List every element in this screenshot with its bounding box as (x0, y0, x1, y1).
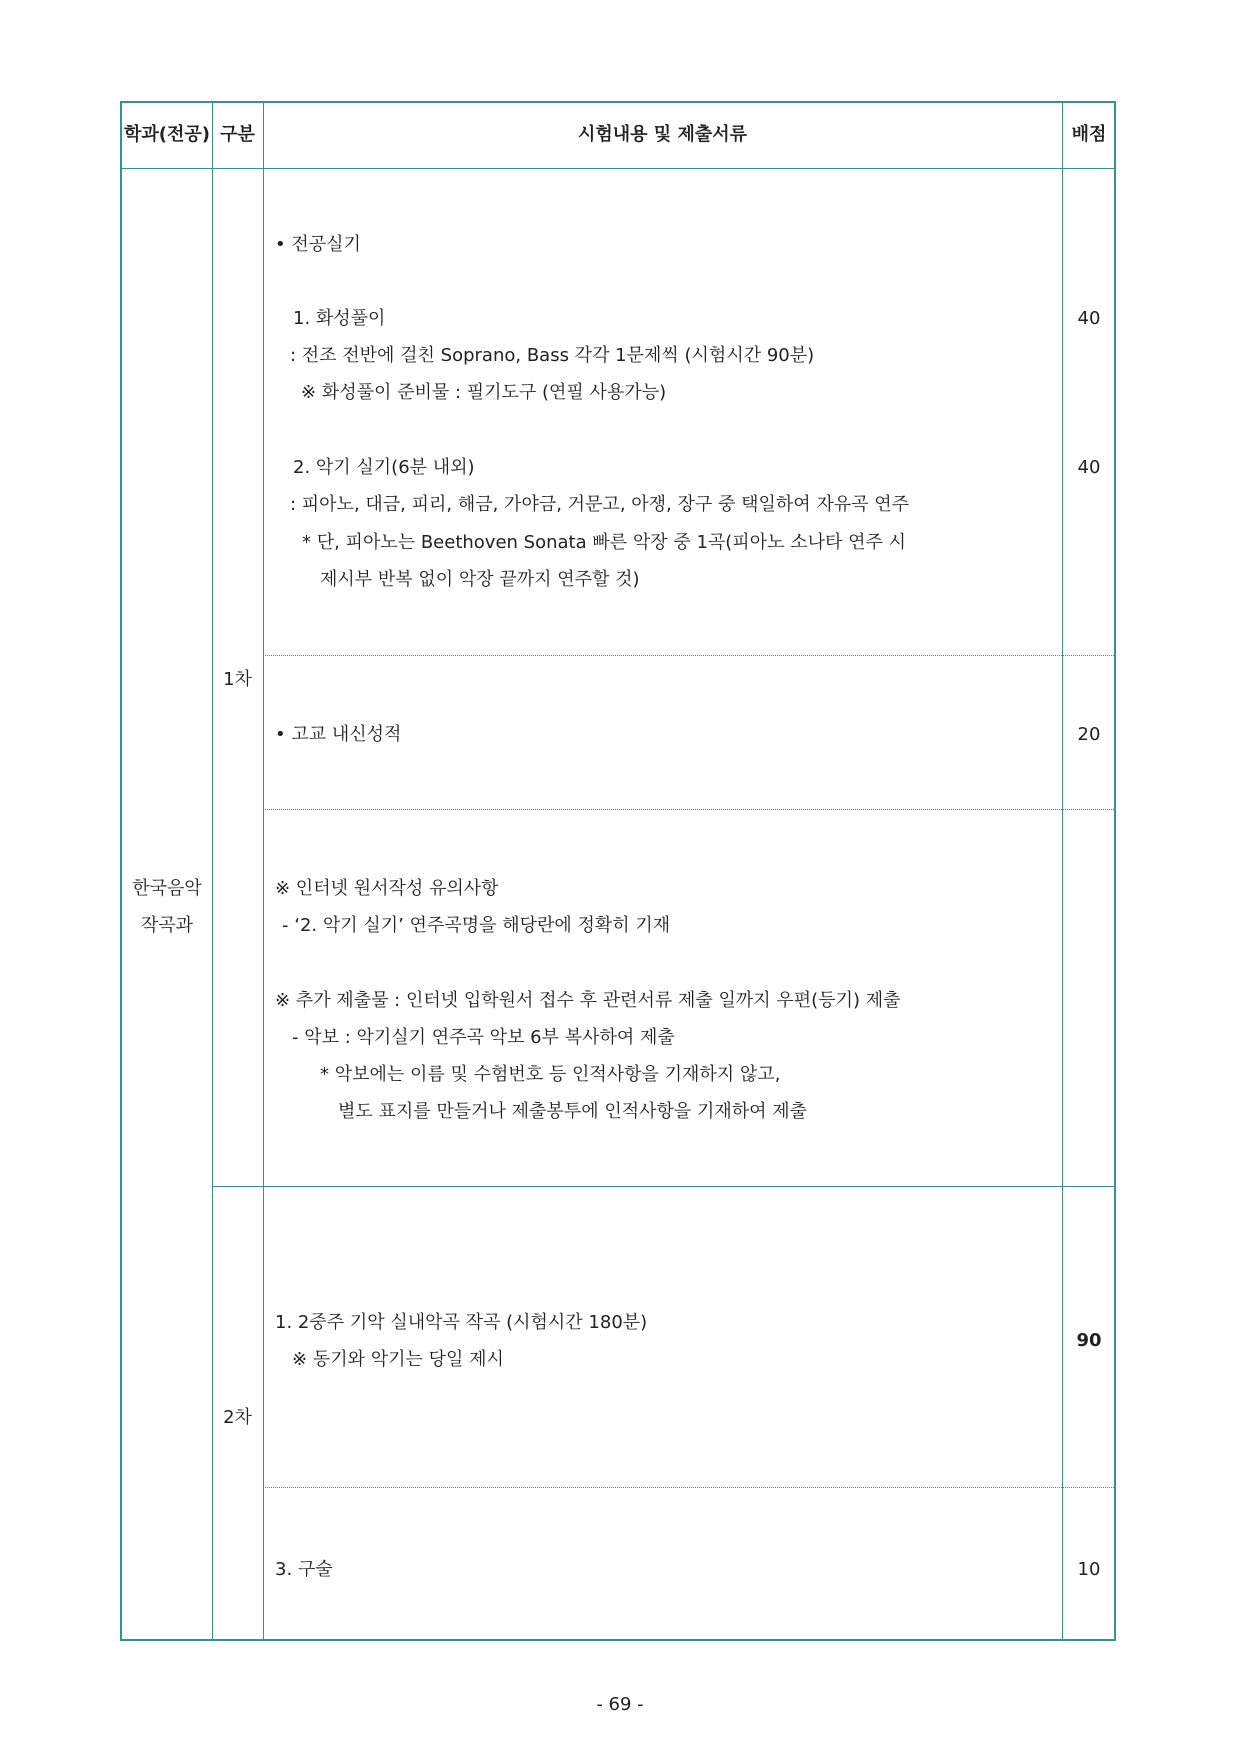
harmony-score: 40 (1077, 308, 1101, 329)
section-divider-2 (263, 809, 1114, 810)
harmony-line1: : 전조 전반에 걸친 Soprano, Bass 각각 1문제씩 (시험시간 90분) (290, 345, 815, 366)
note2-line1: - 악보 : 악기실기 연주곡 악보 6부 복사하여 제출 (292, 1027, 675, 1048)
header-dept: 학과(전공) (123, 124, 210, 145)
grades-title: • 고교 내신성적 (275, 724, 402, 745)
header-content: 시험내용 및 제출서류 (577, 124, 748, 145)
stage1-label: 1차 (223, 669, 252, 690)
instrument-title: 2. 악기 실기(6분 내외) (293, 457, 475, 478)
admission-table (120, 101, 1116, 1641)
page-number: - 69 - (596, 1694, 644, 1715)
harmony-line2: ※ 화성풀이 준비물 : 필기도구 (연필 사용가능) (301, 382, 667, 403)
oral-title: 3. 구술 (275, 1559, 333, 1580)
section-divider-1 (263, 655, 1114, 656)
note2-title: ※ 추가 제출물 : 인터넷 입학원서 접수 후 관련서류 제출 일까지 우편(등기) 제출 (275, 990, 901, 1011)
header-score: 배점 (1071, 124, 1107, 145)
note2-line2: * 악보에는 이름 및 수험번호 등 인적사항을 기재하지 않고, (320, 1064, 781, 1085)
department-line2: 작곡과 (140, 915, 194, 936)
col-divider-stage (263, 103, 264, 1639)
stage2-label: 2차 (223, 1407, 252, 1428)
header-stage: 구분 (220, 124, 255, 145)
oral-score: 10 (1077, 1559, 1101, 1580)
department-line1: 한국음악 (132, 878, 202, 899)
composition-line1: ※ 동기와 악기는 당일 제시 (292, 1349, 504, 1370)
note1-title: ※ 인터넷 원서작성 유의사항 (275, 878, 499, 899)
grades-score: 20 (1077, 724, 1101, 745)
major-practical-title: • 전공실기 (275, 234, 361, 255)
col-divider-content (1062, 103, 1063, 1639)
note2-line3: 별도 표지를 만들거나 제출봉투에 인적사항을 기재하여 제출 (338, 1101, 808, 1122)
instrument-score: 40 (1077, 457, 1101, 478)
harmony-title: 1. 화성풀이 (293, 308, 386, 329)
instrument-line2: * 단, 피아노는 Beethoven Sonata 빠른 악장 중 1곡(피아노 소나타 연주 시 (302, 532, 906, 553)
instrument-line3: 제시부 반복 없이 악장 끝까지 연주할 것) (320, 569, 640, 590)
instrument-line1: : 피아노, 대금, 피리, 해금, 가야금, 거문고, 아쟁, 장구 중 택일하여 자유곡 연주 (290, 494, 910, 515)
stage-divider (212, 1186, 1114, 1187)
composition-title: 1. 2중주 기악 실내악곡 작곡 (시험시간 180분) (275, 1312, 648, 1333)
section-divider-3 (263, 1487, 1114, 1488)
header-divider (122, 168, 1114, 169)
composition-score: 90 (1076, 1330, 1102, 1351)
note1-line1: - ‘2. 악기 실기’ 연주곡명을 해당란에 정확히 기재 (282, 915, 671, 936)
